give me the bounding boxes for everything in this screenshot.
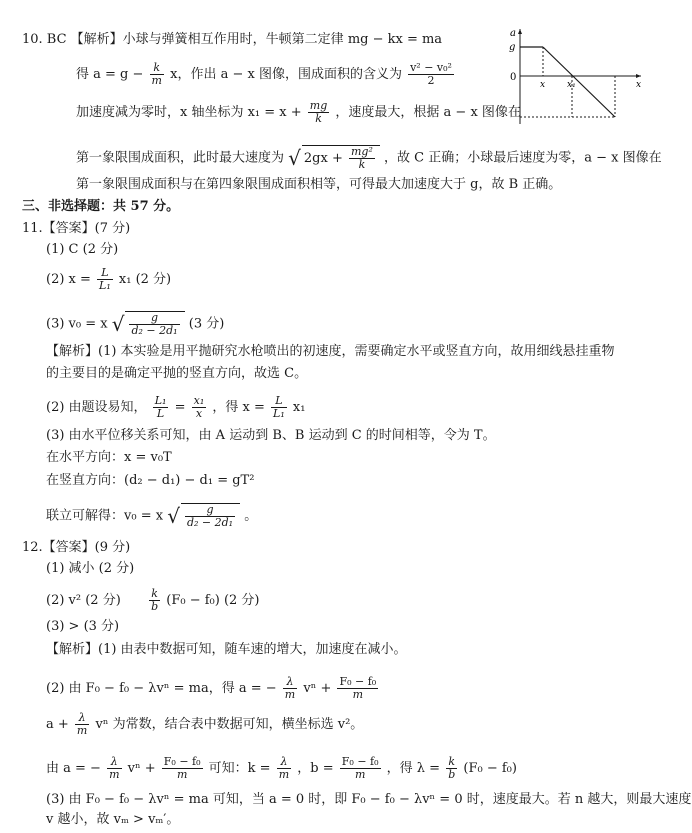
label-origin: 0 (510, 72, 517, 83)
q12-analysis-2: (2) 由 F₀ − f₀ − λvⁿ = ma，得 a = − $\frac{\lambda}{m}$ vⁿ + $\frac{\text{F₀ − f₀}}{m}$ (46, 675, 377, 701)
q12-answer2: (2) v² (2 分) $\frac{k}{b}$ (F₀ − f₀) (2 分) (46, 587, 260, 613)
q11-analysis-2: 的主要目的是确定平抛的竖直方向，故选 C。 (46, 366, 308, 381)
q12-analysis-3: a + $\frac{\lambda}{m}$ vⁿ 为常数，结合表中数据可知，横坐标选 v²。 (46, 711, 364, 737)
q12-analysis-6: v 越小，故 vₘ > vₘ′。 (46, 812, 180, 827)
q12-answer1: (1) 减小 (2 分) (46, 561, 135, 576)
q10-line5: 第一象限围成面积与在第四象限围成面积相等，可得最大加速度大于 g，故 B 正确。 (76, 177, 562, 192)
q11-title: 11.【答案】(7 分) (22, 221, 131, 236)
label-x1: x₁ (567, 80, 576, 90)
q11-analysis-4: (3) 由水平位移关系可知，由 A 运动到 B、B 运动到 C 的时间相等，令为 T。 (46, 428, 496, 443)
q11-analysis-6: 在竖直方向：(d₂ − d₁) − d₁ = gT² (46, 473, 255, 488)
slope-line (543, 47, 615, 117)
label-x-axis: x (636, 80, 642, 90)
q11-analysis-3: (2) 由题设易知， $\frac{\text{L₁}}{L}$ = $\frac{\text{x₁}}{x}$ ，得 x = $\frac{L}{\text{L₁}}$ x₁ (46, 394, 306, 420)
label-g: g (509, 42, 516, 53)
q11-answer2: (2) x = $\frac{L}{\text{L₁}}$ x₁ (2 分) (46, 266, 172, 292)
a-x-graph (505, 24, 645, 126)
q11-answer3: (3) v₀ = x √ $\frac{g}{\text{d₂ − 2d₁}}$ (3 分) (46, 311, 225, 337)
q10-line1: 10. BC 【解析】小球与弹簧相互作用时，牛顿第二定律 mg − kx = ma (22, 32, 443, 47)
label-a: a (510, 28, 516, 39)
q11-analysis-1: 【解析】(1) 本实验是用平抛研究水枪喷出的初速度，需要确定水平或竖直方向，故用细线悬挂重物 (46, 344, 615, 359)
q11-analysis-7: 联立可解得：v₀ = x √ $\frac{g}{\text{d₂ − 2d₁}}$ 。 (46, 503, 258, 529)
q10-line3: 加速度减为零时，x 轴坐标为 x₁ = x + $\frac{mg}{k}$ ，速度最大，根据 a − x 图像在 (76, 99, 521, 125)
y-axis-arrow (518, 29, 522, 34)
q11-answer1: (1) C (2 分) (46, 242, 119, 257)
q12-analysis-5: (3) 由 F₀ − f₀ − λvⁿ = ma 可知，当 a = 0 时，即 F₀ − f₀ − λvⁿ = 0 时，速度最大。若 n 越大，则最大速度 (46, 792, 692, 807)
q11-analysis-5: 在水平方向：x = v₀T (46, 450, 172, 465)
x-axis-arrow (636, 74, 641, 78)
q12-title: 12.【答案】(9 分) (22, 540, 131, 555)
q10-line4: 第一象限围成面积，此时最大速度为 √ 2gx + $\frac{\text{mg²}}{k}$ ，故 C 正确；小球最后速度为零，a − x 图像在 (76, 145, 662, 171)
label-x: x (540, 80, 546, 90)
section3-heading: 三、非选择题：共 57 分。 (22, 199, 180, 214)
q12-analysis-1: 【解析】(1) 由表中数据可知，随车速的增大，加速度在减小。 (46, 642, 407, 657)
q12-answer3: (3) > (3 分) (46, 619, 120, 634)
q10-line2: 得 a = g − $\frac{k}{m}$ x，作出 a − x 图像，围成面积的含义为 $\frac{\text{v² − v₀²}}{2}$ (76, 61, 452, 87)
q12-analysis-4: 由 a = − $\frac{\lambda}{m}$ vⁿ + $\frac{\text{F₀ − f₀}}{m}$ 可知：k = $\frac{\lambda}{m}$ ，b = $\frac{\text{F₀ − f₀}}{m}$ ，得 λ = $\frac{k}{b}$ (F₀ − f₀) (46, 755, 517, 781)
